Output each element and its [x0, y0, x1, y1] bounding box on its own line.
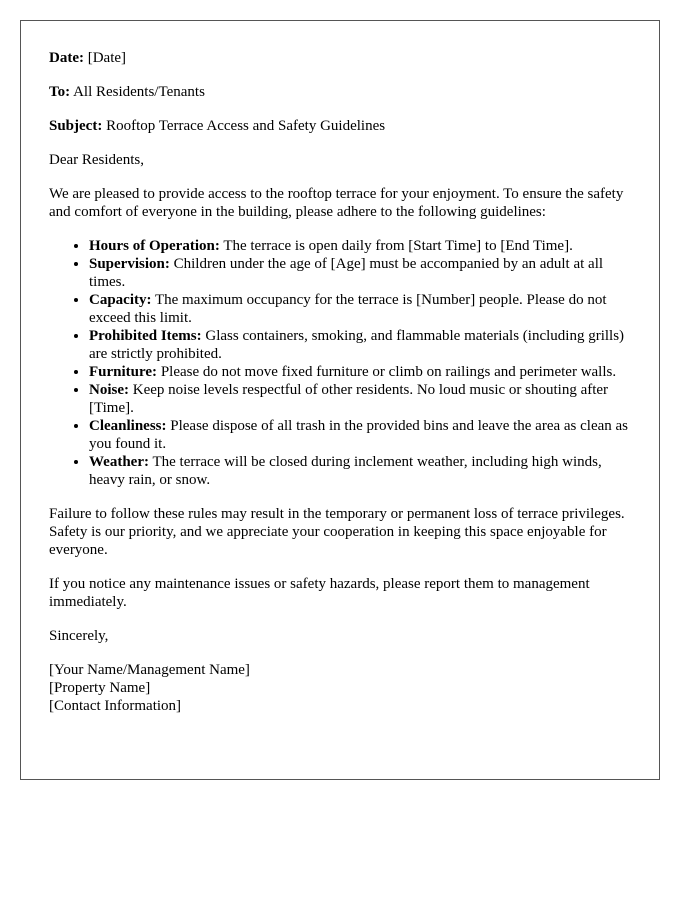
closing-paragraph: Failure to follow these rules may result in the temporary or permanent loss of terrace privileges. Safety is our priority, and we appreciate your cooperation in keeping this space enjoyable for everyone.	[49, 506, 625, 558]
subject-line	[49, 117, 631, 135]
list-item	[89, 381, 631, 417]
list-item	[89, 291, 631, 327]
to-line	[49, 83, 631, 101]
rule-text: Glass containers, smoking, and flammable materials (including grills) are strictly prohibited.	[89, 328, 625, 362]
signature-contact: [Contact Information]	[49, 698, 182, 714]
letter-document	[20, 20, 660, 780]
rule-label: Furniture:	[89, 364, 158, 380]
rule-label: Capacity:	[89, 292, 152, 308]
date-value: [Date]	[87, 50, 127, 66]
rule-text: The terrace is open daily from [Start Time] to [End Time].	[223, 238, 573, 254]
rule-label: Weather:	[89, 454, 149, 470]
rule-text: Children under the age of [Age] must be accompanied by an adult at all times.	[89, 256, 604, 290]
signoff: Sincerely,	[49, 628, 109, 644]
rule-text: The maximum occupancy for the terrace is [Number] people. Please do not exceed this limit.	[89, 292, 607, 326]
to-value: All Residents/Tenants	[73, 84, 205, 100]
rule-label: Cleanliness:	[89, 418, 167, 434]
rule-text: Please dispose of all trash in the provided bins and leave the area as clean as you found it.	[89, 418, 629, 452]
list-item	[89, 327, 631, 363]
signature-block	[49, 661, 631, 715]
rule-label: Hours of Operation:	[89, 238, 220, 254]
guidelines-list	[49, 237, 631, 489]
signature-property: [Property Name]	[49, 680, 151, 696]
list-item	[89, 237, 631, 255]
rule-label: Prohibited Items:	[89, 328, 202, 344]
subject-value: Rooftop Terrace Access and Safety Guidelines	[106, 118, 386, 134]
list-item	[89, 255, 631, 291]
rule-text: The terrace will be closed during inclement weather, including high winds, heavy rain, or snow.	[89, 454, 602, 488]
list-item	[89, 453, 631, 489]
list-item	[89, 417, 631, 453]
to-label: To:	[49, 84, 71, 100]
intro-paragraph: We are pleased to provide access to the rooftop terrace for your enjoyment. To ensure the safety and comfort of everyone in the building, please adhere to the following guidelines:	[49, 186, 624, 220]
date-label: Date:	[49, 50, 84, 66]
rule-text: Please do not move fixed furniture or climb on railings and perimeter walls.	[160, 364, 617, 380]
list-item	[89, 363, 631, 381]
date-line	[49, 49, 631, 67]
signature-name: [Your Name/Management Name]	[49, 662, 250, 678]
rule-label: Noise:	[89, 382, 129, 398]
report-paragraph: If you notice any maintenance issues or safety hazards, please report them to management immediately.	[49, 576, 590, 610]
rule-label: Supervision:	[89, 256, 170, 272]
subject-label: Subject:	[49, 118, 103, 134]
rule-text: Keep noise levels respectful of other residents. No loud music or shouting after [Time].	[89, 382, 609, 416]
greeting: Dear Residents,	[49, 152, 144, 168]
